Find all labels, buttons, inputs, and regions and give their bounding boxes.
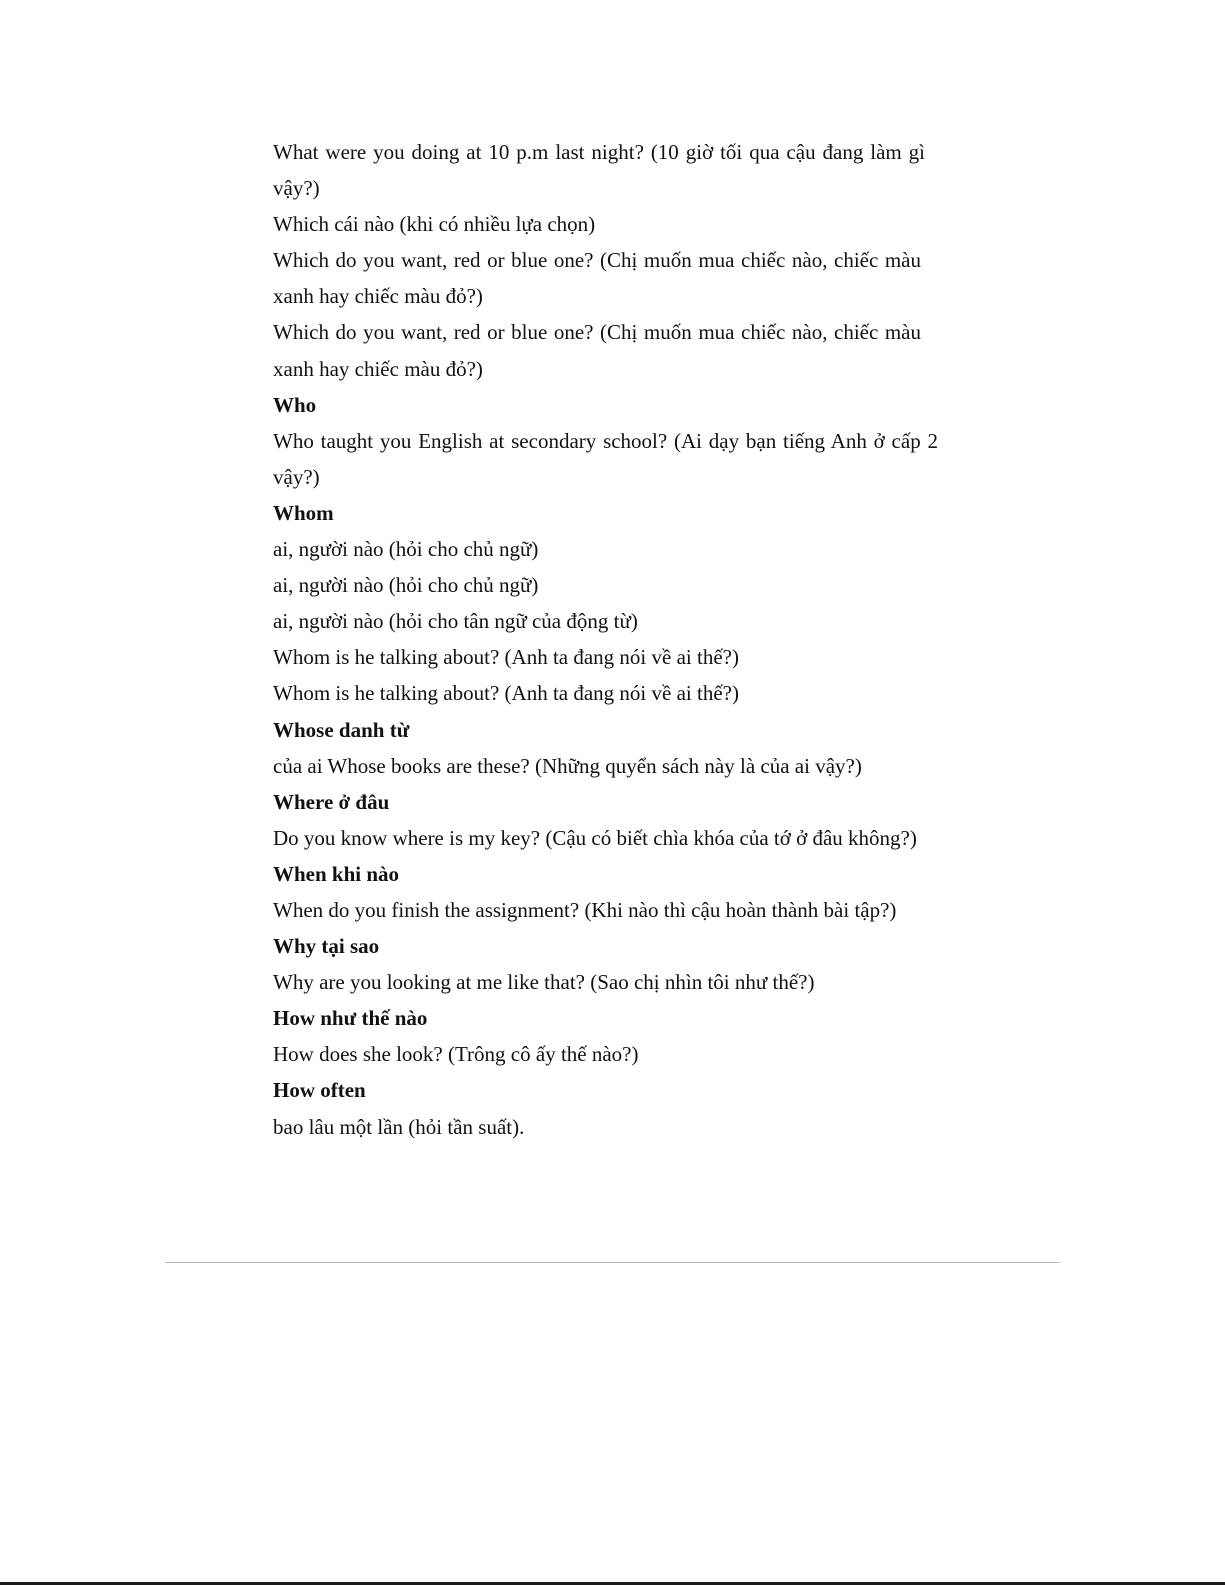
body-line: Why are you looking at me like that? (Sao chị nhìn tôi như thế?) — [273, 970, 815, 995]
body-line: When do you finish the assignment? (Khi nào thì cậu hoàn thành bài tập?) — [273, 897, 897, 922]
body-line: Which do you want, red or blue one? (Chị muốn mua chiếc nào, chiếc màu — [273, 248, 921, 273]
body-line: bao lâu một lần (hỏi tần suất). — [273, 1114, 525, 1139]
section-heading: Who — [273, 392, 317, 417]
body-line: vậy?) — [273, 464, 320, 489]
body-line: vậy?) — [273, 176, 320, 201]
body-line: ai, người nào (hỏi cho chủ ngữ) — [273, 537, 539, 562]
body-line: Whom is he talking about? (Anh ta đang nói về ai thế?) — [273, 645, 739, 670]
section-heading: Whom — [273, 500, 334, 525]
section-heading: Why tại sao — [273, 934, 380, 959]
body-line: xanh hay chiếc màu đỏ?) — [273, 356, 483, 381]
body-line: Which do you want, red or blue one? (Chị muốn mua chiếc nào, chiếc màu — [273, 320, 921, 345]
section-heading: When khi nào — [273, 861, 400, 886]
body-line: ai, người nào (hỏi cho tân ngữ của động từ) — [273, 609, 638, 634]
body-line: Do you know where is my key? (Cậu có biết chìa khóa của tớ ở đâu không?) — [273, 825, 917, 850]
body-line: Which cái nào (khi có nhiều lựa chọn) — [273, 212, 596, 237]
body-line: xanh hay chiếc màu đỏ?) — [273, 284, 483, 309]
body-line: How does she look? (Trông cô ấy thế nào?) — [273, 1042, 639, 1067]
body-line: What were you doing at 10 p.m last night? (10 giờ tối qua cậu đang làm gì — [273, 140, 925, 164]
section-heading: How often — [273, 1078, 366, 1103]
section-heading: How như thế nào — [273, 1006, 428, 1031]
section-heading: Where ở đâu — [273, 789, 390, 814]
body-line: ai, người nào (hỏi cho chủ ngữ) — [273, 573, 539, 598]
body-line: Who taught you English at secondary school? (Ai dạy bạn tiếng Anh ở cấp 2 — [273, 428, 938, 453]
section-heading: Whose danh từ — [273, 717, 410, 742]
body-line: của ai Whose books are these? (Những quyển sách này là của ai vậy?) — [273, 753, 862, 778]
body-line: Whom is he talking about? (Anh ta đang nói về ai thế?) — [273, 681, 739, 706]
document-body — [273, 134, 943, 1145]
footer-divider — [165, 1262, 1060, 1263]
